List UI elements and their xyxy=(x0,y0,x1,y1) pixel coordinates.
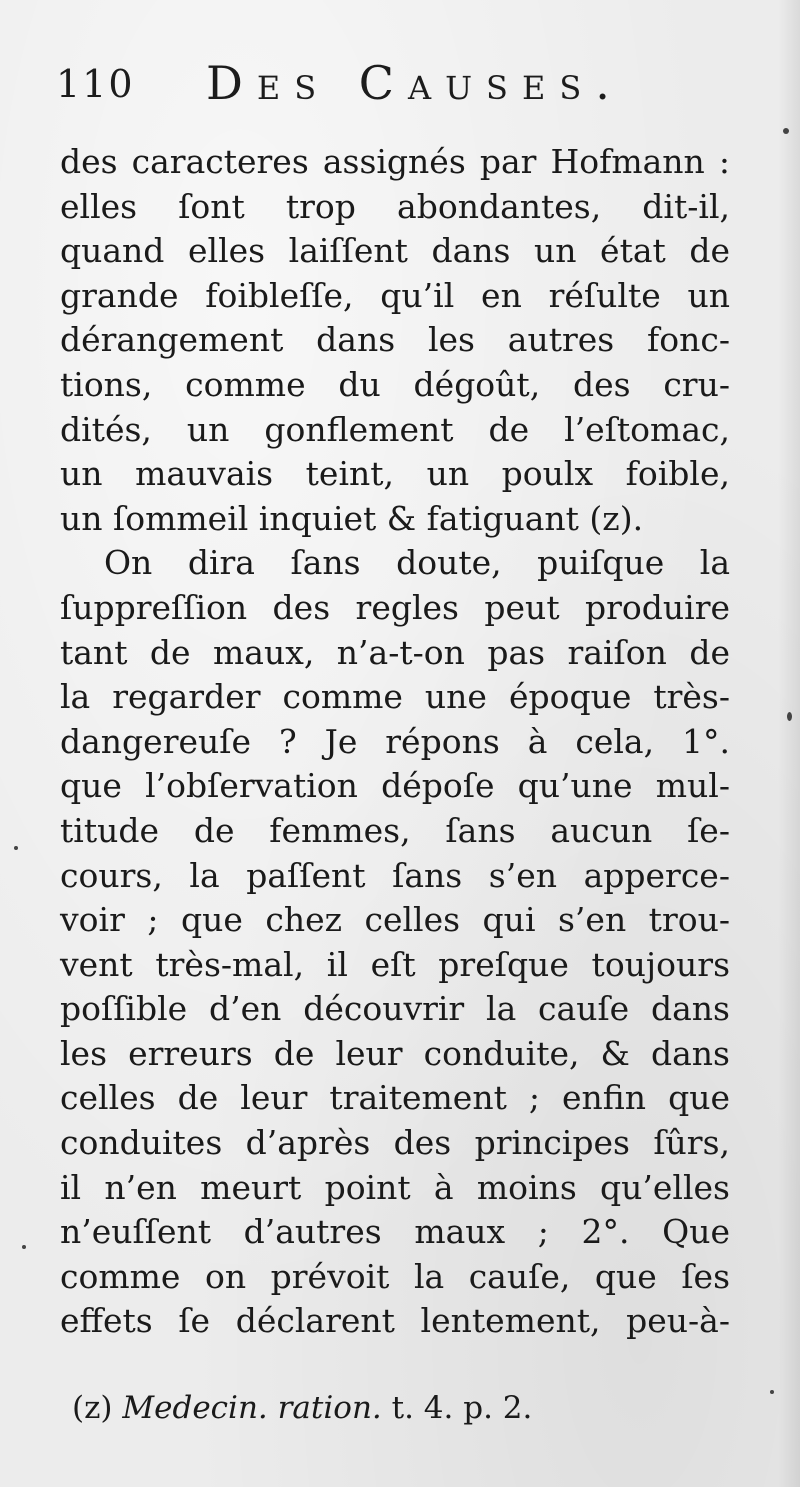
footnote-marker: (z) xyxy=(72,1390,113,1426)
text-line: la regarder comme une époque très- xyxy=(60,677,730,717)
text-line: effets ſe déclarent lentement, peu-à- xyxy=(60,1301,730,1341)
text-line: voir ; que chez celles qui s’en trou- xyxy=(60,900,730,940)
text-line: cours, la paſſent ſans s’en apperce- xyxy=(60,855,730,895)
text-line: elles ſont trop abondantes, dit-il, xyxy=(60,186,730,226)
text-line: quand elles laiſſent dans un état de xyxy=(60,231,730,271)
text-line: les erreurs de leur conduite, & dans xyxy=(60,1033,730,1073)
paragraph-start-line: On dira ſans doute, puiſque la xyxy=(104,543,730,583)
text-line: comme on prévoit la cauſe, que ſes xyxy=(60,1256,730,1296)
text-line: n’euſſent d’autres maux ; 2°. Que xyxy=(60,1212,730,1252)
ink-speck xyxy=(783,128,789,134)
page-number: 110 xyxy=(56,62,135,106)
text-line: ſuppreſſion des regles peut produire xyxy=(60,587,730,627)
ink-speck xyxy=(770,1390,774,1394)
text-line: poſſible d’en découvrir la cauſe dans xyxy=(60,989,730,1029)
ink-speck xyxy=(22,1245,26,1249)
running-title: Des Causes. xyxy=(206,56,624,110)
ink-speck xyxy=(787,712,792,721)
text-line: vent très-mal, il eſt preſque toujours xyxy=(60,944,730,984)
text-line: tant de maux, n’a-t-on pas raiſon de xyxy=(60,632,730,672)
text-line: il n’en meurt point à moins qu’elles xyxy=(60,1167,730,1207)
footnote xyxy=(72,1386,732,1430)
ink-speck xyxy=(14,846,18,850)
text-line: que l’obſervation dépoſe qu’une mul- xyxy=(60,766,730,806)
text-line: un ſommeil inquiet & fatiguant (z). xyxy=(60,498,644,538)
running-header xyxy=(56,56,736,116)
text-line: dérangement dans les autres fonc- xyxy=(60,320,730,360)
text-line: dités, un gonflement de l’eſtomac, xyxy=(60,409,730,449)
text-line: tions, comme du dégoût, des cru- xyxy=(60,364,730,404)
text-line: celles de leur traitement ; enfin que xyxy=(60,1078,730,1118)
text-line: dangereuſe ? Je répons à cela, 1°. xyxy=(60,721,730,761)
text-line: titude de femmes, ſans aucun ſe- xyxy=(60,810,730,850)
text-line: conduites d’après des principes ſûrs, xyxy=(60,1123,730,1163)
text-line: grande foibleſſe, qu’il en réſulte un xyxy=(60,275,730,315)
body-text xyxy=(60,140,730,1344)
text-line: des caracteres assignés par Hofmann : xyxy=(60,142,730,181)
footnote-source: Medecin. ration. xyxy=(122,1390,382,1426)
text-line: un mauvais teint, un poulx foible, xyxy=(60,454,730,494)
page-edge-shadow xyxy=(778,0,800,1487)
footnote-reference: t. 4. p. 2. xyxy=(391,1390,533,1426)
